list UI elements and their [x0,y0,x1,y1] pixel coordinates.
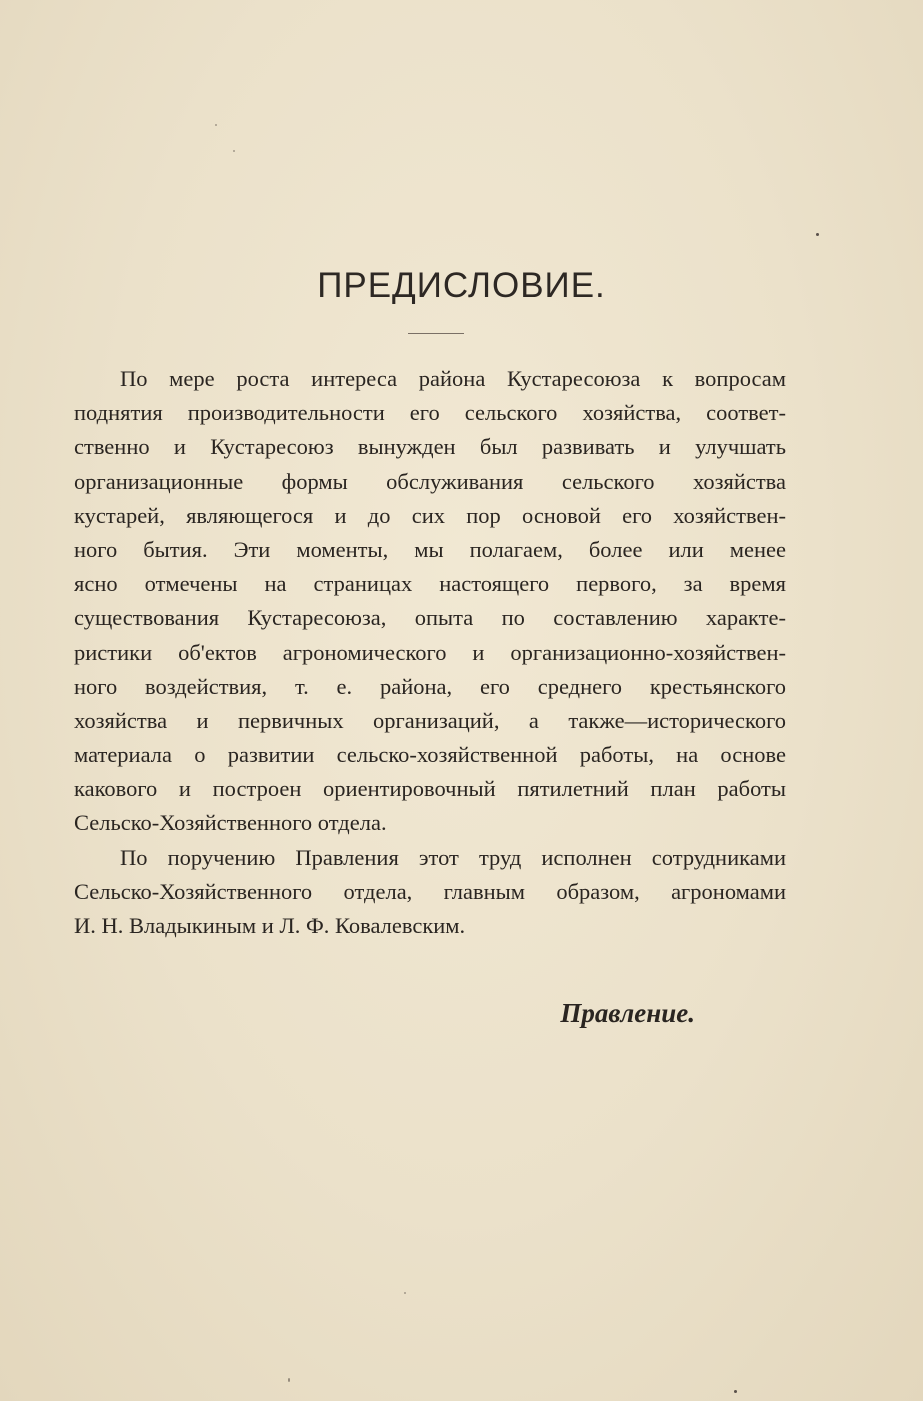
text-line: ного воздействия, т. е. района, его среднего крестьянского [74,673,786,699]
text-line: поднятия производительности его сельского хозяйства, соответ- [74,400,786,426]
text-line: кустарей, являющегося и до сих пор основой его хозяйствен- [74,502,786,528]
text-line: И. Н. Владыкиным и Л. Ф. Ковалевским. [74,913,466,938]
text-line: ственно и Кустаресоюз вынужден был развивать и улучшать [74,434,786,460]
text-line: существования Кустаресоюза, опыта по составлению характе- [74,605,786,631]
text-line: ристики об'ектов агрономического и организационно-хозяйствен- [74,639,786,665]
paragraph-2 [74,841,786,944]
paragraph-1 [74,362,786,841]
paper-speck [404,1292,406,1294]
text-line: По мере роста интереса района Кустаресоюза к вопросам [120,366,786,391]
paper-speck [816,233,819,236]
preface-body [74,362,786,943]
text-line: Сельско-Хозяйственного отдела, главным образом, агрономами [74,878,786,904]
text-line: материала о развитии сельско-хозяйственной работы, на основе [74,742,786,768]
text-line: какового и построен ориентировочный пятилетний план работы [74,776,786,802]
text-line: организационные формы обслуживания сельского хозяйства [74,468,786,494]
title-divider [408,333,464,334]
signature: Правление. [560,998,695,1028]
text-line: ясно отмечены на страницах настоящего первого, за время [74,571,786,597]
text-line: хозяйства и первичных организаций, а также—исторического [74,707,786,733]
paper-speck [734,1390,737,1393]
text-line: ного бытия. Эти моменты, мы полагаем, более или менее [74,536,786,562]
text-line: По поручению Правления этот труд исполнен сотрудниками [120,844,786,870]
paper-speck [233,150,235,152]
page-title: ПРЕДИСЛОВИЕ. [317,266,606,305]
paper-speck [215,124,217,126]
paper-speck [288,1378,290,1382]
text-line: Сельско-Хозяйственного отдела. [74,810,387,836]
